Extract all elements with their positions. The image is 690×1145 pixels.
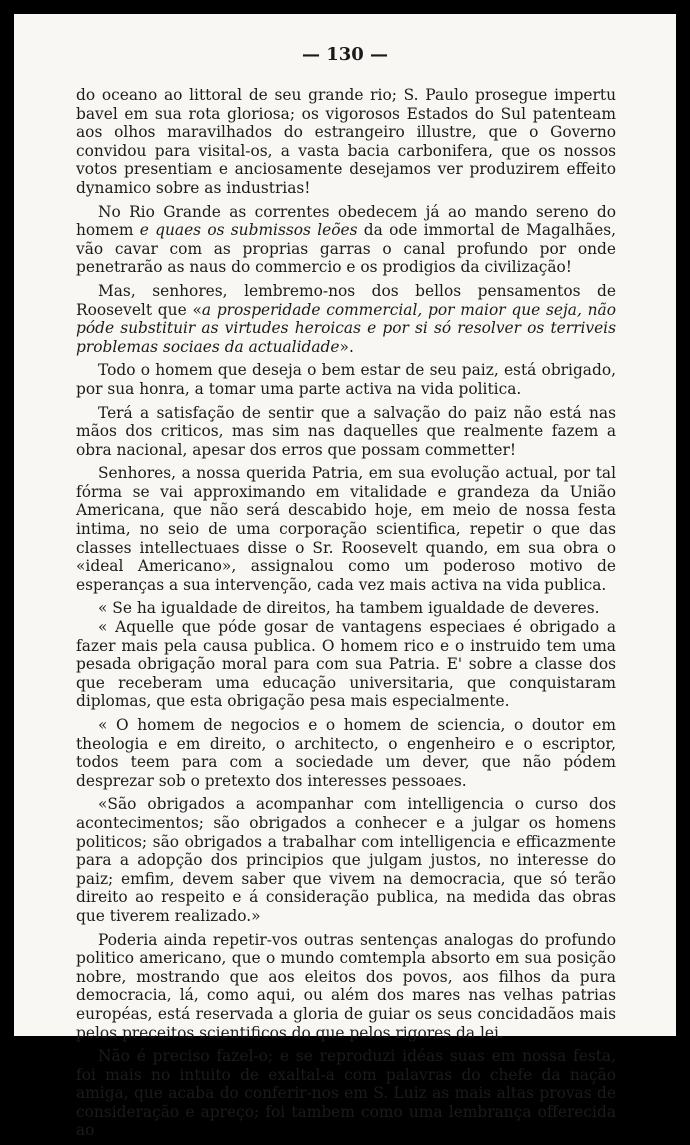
- paragraph: Terá a satisfação de sentir que a salvação do paiz não está nas mãos dos criticos, mas sim nas daquelles que realmente fazem a obra nacional, apesar dos erros que possam commetter!: [76, 403, 616, 459]
- page-number: — 130 —: [301, 44, 389, 65]
- paragraph-rio-grande: No Rio Grande as correntes obedecem já ao mando sereno do homem e quaes os submissos leões da ode immortal de Magalhães, vão cavar com as proprias garras o canal profundo por onde penetrarão as naus do commercio e os prodigios da civilização!: [76, 202, 616, 277]
- paragraph: Não é preciso fazel-o; e se reproduzi idéas suas em nossa festa, foi mais no intuito de exaltal-a com palavras do chefe da nação amiga, que acaba do conferir-nos em S. Luiz as mais altas provas de consideração e apreço; foi tambem como uma lembrança offerecida ao: [76, 1047, 616, 1140]
- paragraph: Senhores, a nossa querida Patria, em sua evolução actual, por tal fórma se vai approximando em vitalidade e grandeza da União Americana, que não será descabido hoje, em meio de nossa festa intima, no seio de uma corporação scientifica, repetir o que das classes intellectuaes disse o Sr. Roosevelt quando, em sua obra o «ideal Americano», assignalou como um poderoso motivo de esperanças a sua intervenção, cada vez mais activa na vida publica.: [76, 464, 616, 594]
- quote-paragraph: «São obrigados a acompanhar com intelligencia o curso dos acontecimentos; são obrigados a conhecer e a julgar os homens politicos; são obrigados a trabalhar com intelligencia e efficazmente para a adopção dos principios que julgam justos, no interesse do paiz; emfim, devem saber que vivem na democracia, que só terão direito ao respeito e á consideração publica, na medida das obras que tiverem realizado.»: [76, 795, 616, 925]
- paragraph: Todo o homem que deseja o bem estar de seu paiz, está obrigado, por sua honra, a tomar uma parte activa na vida politica.: [76, 361, 616, 398]
- quote-paragraph: « Aquelle que póde gosar de vantagens especiaes é obrigado a fazer mais pela causa publica. O homem rico e o instruido tem uma pesada obrigação moral para com sua Patria. E' sobre a classe dos que receberam uma educação universitaria, que conquistaram diplomas, que esta obrigação pesa mais especialmente.: [76, 618, 616, 711]
- italic-quote: e quaes os submissos leões: [139, 221, 358, 240]
- quote-paragraph: « O homem de negocios e o homem de sciencia, o doutor em theologia e em direito, o architecto, o engenheiro e o escriptor, todos teem para com a sociedade um dever, que não pódem desprezar sob o pretexto dos interesses pessoaes.: [76, 716, 616, 790]
- document-page: [14, 14, 676, 1140]
- body-text: [76, 86, 616, 1145]
- quote-paragraph: « Se ha igualdade de direitos, ha tambem igualdade de deveres.: [98, 599, 600, 618]
- paragraph-roosevelt: Mas, senhores, lembremo-nos dos bellos pensamentos de Roosevelt que «a prosperidade commercial, por maior que seja, não póde substituir as virtudes heroicas e por si só resolver os terriveis problemas sociaes da actualidade».: [76, 281, 616, 356]
- italic-quote: a prosperidade commercial, por maior que seja, não póde substituir as virtudes heroicas e por si só resolver os terriveis problemas sociaes da actualidade: [76, 300, 616, 356]
- paragraph-continuation: do oceano ao littoral de seu grande rio; S. Paulo prosegue impertu bavel em sua rota gloriosa; os vigorosos Estados do Sul patenteam aos olhos maravilhados do estrangeiro illustre, que o Governo convidou para visital-os, a vasta bacia carbonifera, que os nossos votos presentiam e anciosamente desejamos ver produzirem effeito dynamico sobre as industrias!: [76, 86, 616, 197]
- paragraph: Poderia ainda repetir-vos outras sentenças analogas do profundo politico americano, que o mundo comtempla absorto em sua posição nobre, mostrando que aos eleitos dos povos, aos filhos da pura democracia, lá, como aqui, ou além dos mares nas velhas patrias européas, está reservada a gloria de guiar os seus concidadãos mais pelos preceitos scientificos do que pelos rigores da lei.: [76, 930, 616, 1042]
